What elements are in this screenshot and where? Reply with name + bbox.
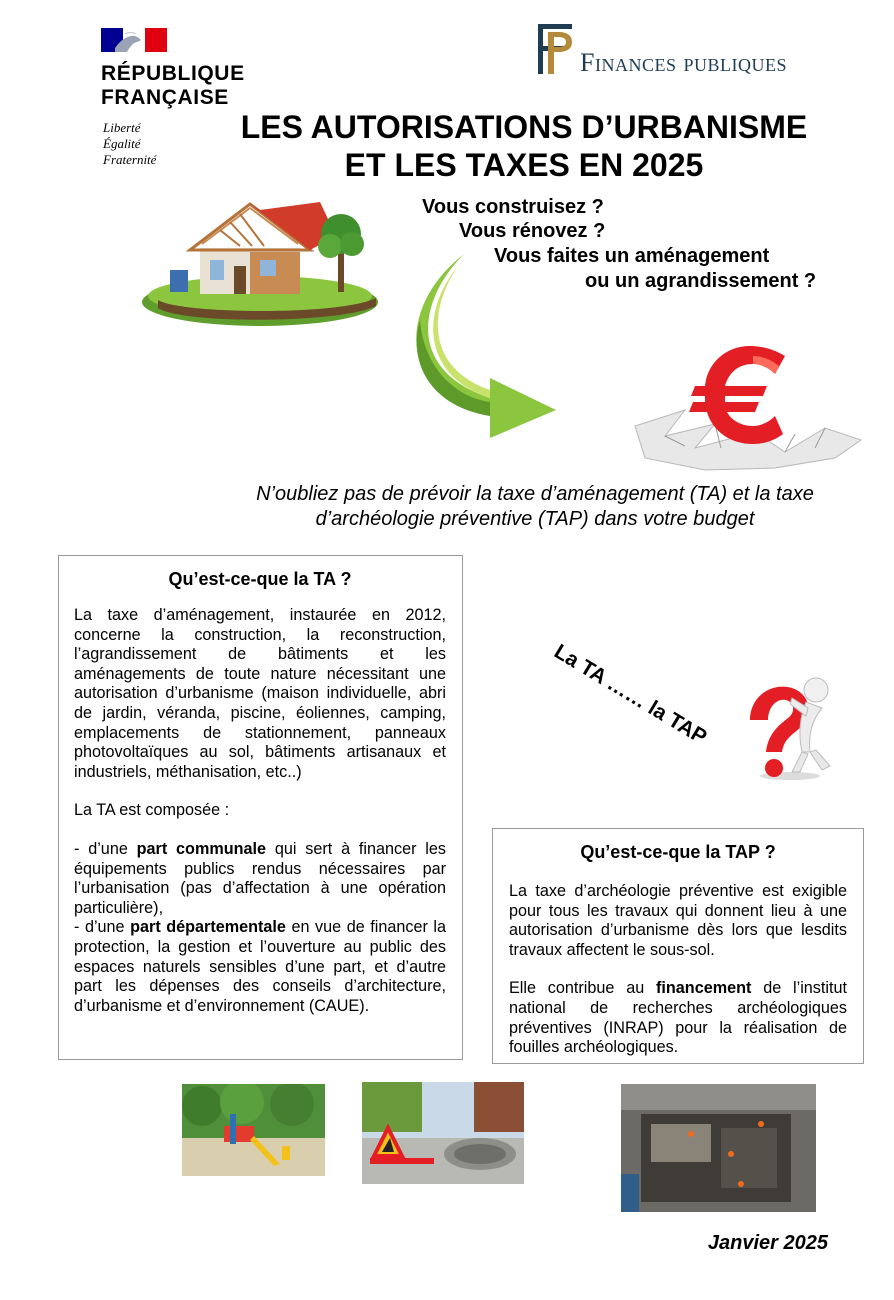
question-mark-figure-illustration	[730, 668, 845, 788]
finances-publiques-label: Finances publiques	[580, 48, 787, 77]
question-renovez: Vous rénovez ?	[459, 220, 606, 242]
page-title	[190, 108, 858, 184]
ta-part-departementale	[74, 918, 446, 1016]
ta-heading: Qu’est-ce-que la TA ?	[168, 569, 352, 589]
question-agrandissement: ou un agrandissement ?	[585, 270, 817, 292]
roadworks-photo	[362, 1082, 524, 1189]
tap-paragraph-1: La taxe d’archéologie préventive est exigible pour tous les travaux qui donnent lieu à une autorisation d’urbanisme dès lors que lesdits travaux affectent le sous-sol.	[509, 882, 847, 959]
green-arrow-graphic	[398, 250, 563, 445]
question-amenagement: Vous faites un aménagement	[494, 245, 770, 267]
motto-liberte: Liberté	[103, 120, 141, 135]
part2-prefix: - d’une	[74, 918, 131, 937]
ta-composed: La TA est composée :	[74, 801, 230, 820]
p2-rest: de l’institut national de recherches archéologiques préventives (INRAP) pour la réalisation de fouilles archéologiques.	[509, 979, 847, 1057]
ta-info-box	[58, 555, 463, 1060]
question-construisez: Vous construisez ?	[422, 196, 604, 218]
motto-egalite: Égalité	[103, 136, 141, 151]
part2-rest: en vue de financer la protection, la gestion et l’ouverture au public des espaces naturels sensibles d’une part, et d’autre part les dépenses des conseils d’architecture, d’urbanisme et d’environnement (CAUE).	[74, 918, 446, 1015]
republique-label: RÉPUBLIQUE	[101, 62, 245, 85]
publication-date: Janvier 2025	[707, 1232, 828, 1254]
title-line-1: LES AUTORISATIONS D’URBANISME	[240, 109, 808, 145]
part1-prefix: - d’une	[74, 839, 137, 858]
red-euro-symbol-illustration	[625, 340, 865, 485]
tap-paragraph-2	[509, 979, 847, 1057]
archaeological-excavation-photo	[621, 1084, 816, 1217]
budget-reminder	[210, 482, 860, 532]
title-line-2: ET LES TAXES EN 2025	[344, 147, 704, 183]
francaise-label: FRANÇAISE	[101, 86, 229, 109]
part-communale-bold: part communale	[136, 839, 267, 858]
reminder-line-2: d’archéologie préventive (TAP) dans votre budget	[315, 508, 755, 530]
financement-bold: financement	[656, 979, 752, 998]
reminder-line-1: N’oubliez pas de prévoir la taxe d’aménagement (TA) et la taxe	[256, 483, 814, 505]
motto-fraternite: Fraternité	[103, 152, 157, 167]
ta-intro: La taxe d’aménagement, instaurée en 2012, concerne la construction, la reconstruction, l’agrandissement de bâtiments et les aménagements de toute nature nécessitant une autorisation d’urbanisme (maison individuelle, abri de jardin, véranda, piscine, éoliennes, camping, emplacements de stationnement, panneaux photovoltaïques au sol, bâtiments artisanaux et industriels, méthanisation, etc..)	[74, 606, 446, 781]
tap-info-box	[492, 828, 864, 1064]
tap-heading: Qu’est-ce-que la TAP ?	[580, 842, 776, 862]
ta-part-communale	[74, 840, 446, 918]
house-construction-illustration	[140, 190, 385, 335]
marianne-flag-logo	[101, 28, 167, 52]
finances-publiques-logo	[528, 18, 576, 76]
playground-photo	[182, 1084, 325, 1181]
part1-rest: qui sert à financer les équipements publics rendus nécessaires par l’urbanisation (pas d’affectation à une opération particulière),	[74, 839, 446, 917]
slanted-ta-tap-text: La TA …… la TAP	[550, 640, 711, 750]
part-departementale-bold: part départementale	[130, 918, 286, 937]
p2-prefix: Elle contribue au	[509, 979, 657, 998]
